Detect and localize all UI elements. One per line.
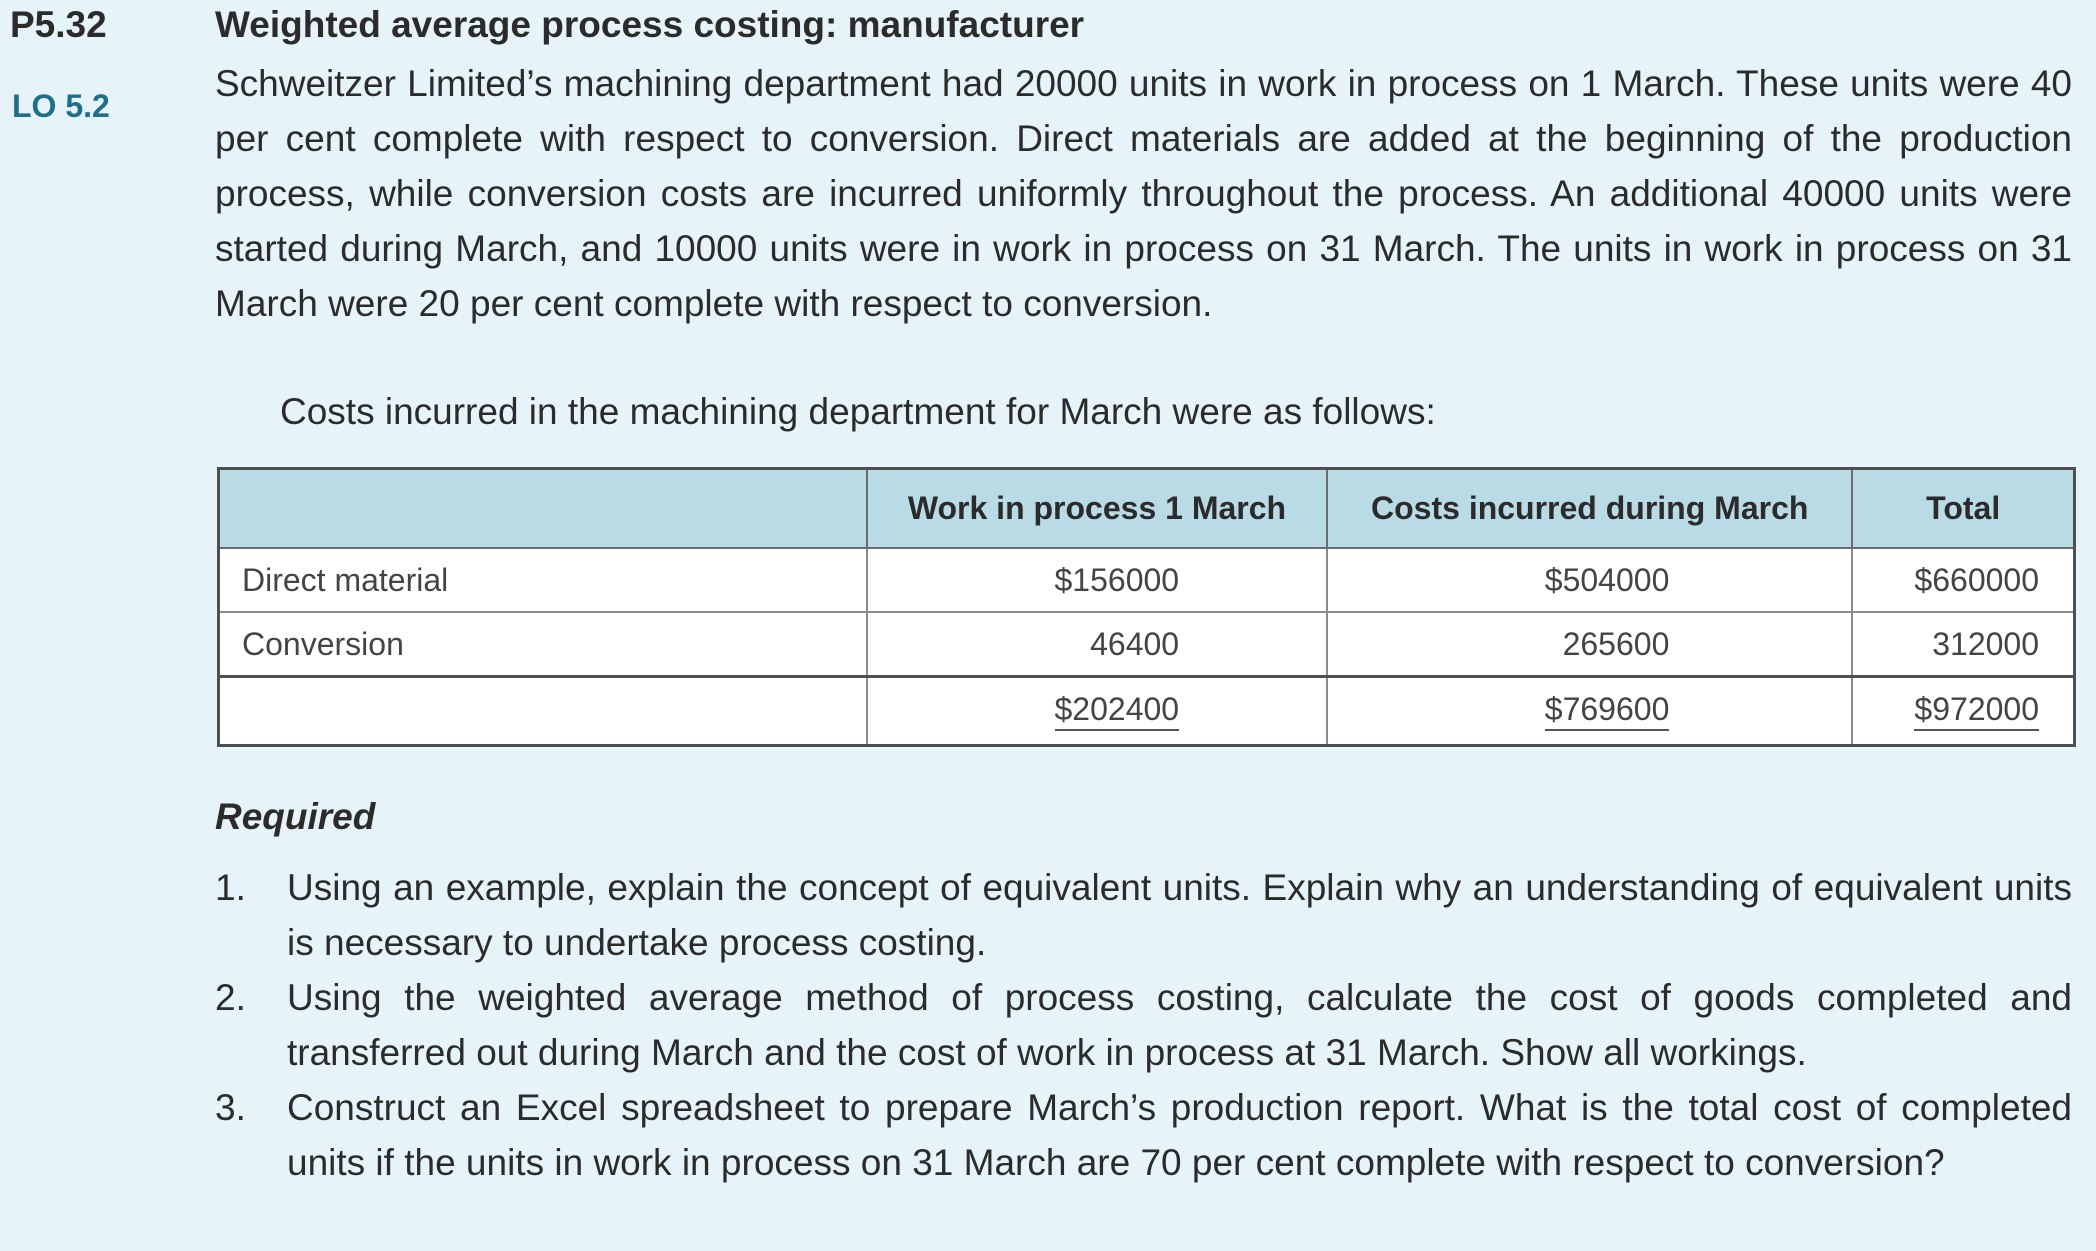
table-cell [1327,612,1852,677]
list-item-text: Using an example, explain the concept of equivalent units. Explain why an understanding of equivalent units is necessary to undertake process costing. [287,867,2072,963]
list-item [215,860,2072,970]
row-label: Conversion [219,612,867,677]
list-item-text: Using the weighted average method of process costing, calculate the cost of goods completed and transferred out during March and the cost of work in process at 31 March. Show all workings. [287,977,2072,1073]
list-item-number: 2. [215,977,246,1018]
total-value: $769600 [1545,691,1670,731]
table-cell [867,612,1327,677]
intro-paragraph: Schweitzer Limited’s machining department had 20000 units in work in process on 1 March. These units were 40 per cent complete with respect to conversion. Direct materials are added at the beginning of the production process, while conversion costs are incurred uniformly throughout the process. An additional 40000 units were started during March, and 10000 units were in work in process on 31 March. The units in work in process on 31 March were 20 per cent complete with respect to conversion. [215,63,2072,324]
table-header-row [219,469,2075,549]
cell-value: $660000 [1914,561,2039,598]
total-value: $972000 [1914,691,2039,731]
total-value: $202400 [1055,691,1180,731]
required-list [215,860,2072,1190]
row-label [219,677,867,746]
table-total-row [219,677,2075,746]
cost-table [217,467,2076,747]
list-item [215,1080,2072,1190]
row-label: Direct material [219,548,867,612]
problem-number: P5.32 [10,4,107,45]
cell-value: 265600 [1562,625,1670,662]
table-cell [1852,677,2074,746]
header-cell-costs-incurred: Costs incurred during March [1327,469,1852,549]
list-item-number: 1. [215,867,246,908]
table-cell [1327,677,1852,746]
costs-intro: Costs incurred in the machining department for March were as follows: [280,391,1436,432]
learning-objective-tag: LO 5.2 [12,88,110,124]
table-cell [1327,548,1852,612]
table-cell [1852,548,2074,612]
required-heading: Required [215,796,376,837]
problem-title: Weighted average process costing: manufacturer [215,4,1085,45]
list-item [215,970,2072,1080]
table-row [219,612,2075,677]
cell-value: 46400 [1090,625,1180,662]
header-cell-total: Total [1852,469,2074,549]
header-cell-empty [219,469,867,549]
cell-value: 312000 [1932,625,2039,662]
table-cell [867,548,1327,612]
table-row [219,548,2075,612]
list-item-number: 3. [215,1087,246,1128]
header-cell-wip-1-march: Work in process 1 March [867,469,1327,549]
cell-value: $504000 [1544,561,1670,598]
table-cell [1852,612,2074,677]
list-item-text: Construct an Excel spreadsheet to prepare March’s production report. What is the total cost of completed units if the units in work in process on 31 March are 70 per cent complete with respect to conversion? [287,1087,2072,1183]
cell-value: $156000 [1054,561,1180,598]
table-cell [867,677,1327,746]
